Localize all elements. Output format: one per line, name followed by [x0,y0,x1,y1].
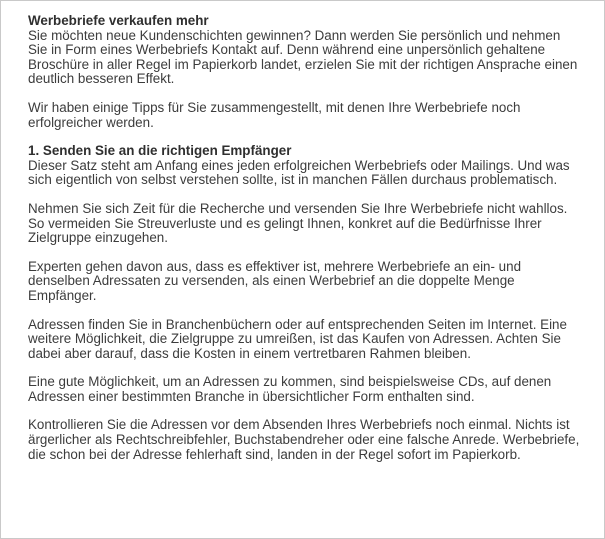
paragraph-tip1-2: Nehmen Sie sich Zeit für die Recherche und versenden Sie Ihre Werbebriefe nicht wahllos. So vermeiden Sie Streuverluste und es gelingt Ihnen, konkret auf die Bedürfnisse Ihrer Zielgruppe einzugehen. [28,200,568,246]
document-title: Werbebriefe verkaufen mehr [28,13,209,28]
paragraph-tip1-6: Kontrollieren Sie die Adressen vor dem Absenden Ihres Werbebriefs noch einmal. Nichts ist ärgerlicher als Rechtschreibfehler, Buchstabendreher oder eine falsche Anrede. Werbebriefe, die schon bei der Adresse fehlerhaft sind, landen in der Regel sofort im Papierkorb. [28,417,580,462]
tip-1-section [28,144,582,462]
paragraph-tip1-4: Adressen finden Sie in Branchenbüchern oder auf entsprechenden Seiten im Internet. Eine weitere Möglichkeit, die Zielgruppe zu umreißen, ist das Kaufen von Adressen. Achten Sie dabei aber darauf, dass die Kosten in einem vertretbaren Rahmen bleiben. [28,316,567,361]
paragraph-tip1-1: Dieser Satz steht am Anfang eines jeden erfolgreichen Werbebriefs oder Mailings. Und was sich eigentlich von selbst verstehen sollte, ist in manchen Fällen durchaus problematisch. [28,157,570,188]
paragraph-tip1-5: Eine gute Möglichkeit, um an Adressen zu kommen, sind beispielsweise CDs, auf denen Adressen einer bestimmten Branche in übersichtlicher Form enthalten sind. [28,374,552,404]
paragraph-intro-2: Wir haben einige Tipps für Sie zusammengestellt, mit denen Ihre Werbebriefe noch erfolgreicher werden. [28,99,521,130]
paragraph-tip1-3: Experten gehen davon aus, dass es effektiver ist, mehrere Werbebriefe an ein- und denselben Adressaten zu versenden, als einen Werbebrief an die doppelte Menge Empfänger. [28,258,522,303]
tip-1-heading: 1. Senden Sie an die richtigen Empfänger [28,143,292,159]
paragraph-intro-1: Sie möchten neue Kundenschichten gewinnen? Dann werden Sie persönlich und nehmen Sie in Form eines Werbebriefs Kontakt auf. Denn während eine unpersönlich gehaltene Broschüre in aller Regel im Papierkorb landet, erzielen Sie mit der richtigen Ansprache einen deutlich besseren Effekt. [28,27,578,87]
intro-section [28,14,582,130]
